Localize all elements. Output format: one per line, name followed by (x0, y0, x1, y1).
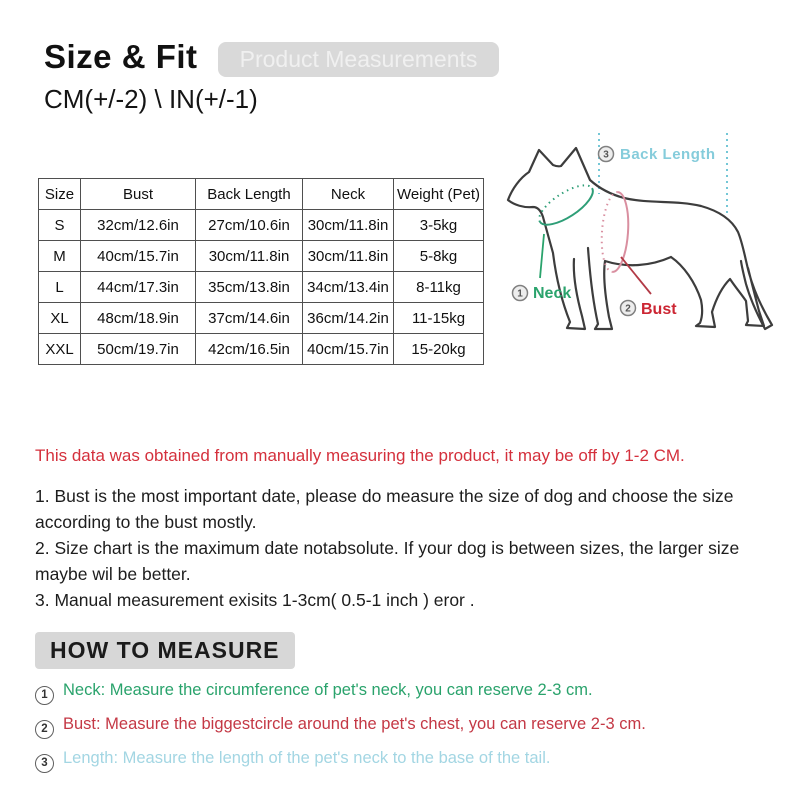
note-3: 3. Manual measurement exisits 1-3cm( 0.5-1 inch ) eror . (35, 590, 475, 610)
cell-weight: 3-5kg (394, 210, 484, 241)
cell-neck: 34cm/13.4in (303, 272, 394, 303)
cell-neck: 40cm/15.7in (303, 334, 394, 365)
cell-bust: 50cm/19.7in (81, 334, 196, 365)
cell-neck: 30cm/11.8in (303, 241, 394, 272)
instruction-neck-number: 1 (35, 686, 54, 705)
cell-weight: 5-8kg (394, 241, 484, 272)
back-length-text: Back Length (620, 146, 716, 163)
cell-back: 30cm/11.8in (196, 241, 303, 272)
note-2: 2. Size chart is the maximum date notabsolute. If your dog is between sizes, the larger size maybe wil be better. (35, 538, 740, 584)
table-row (39, 303, 484, 334)
instruction-bust-text: Bust: Measure the biggestcircle around the pet's chest, you can reserve 2-3 cm. (63, 715, 646, 733)
neck-text: Neck (533, 285, 572, 302)
col-header-size: Size (39, 179, 81, 210)
cell-size: L (39, 272, 81, 303)
neck-pointer-line (540, 234, 544, 278)
cell-weight: 11-15kg (394, 303, 484, 334)
cell-back: 37cm/14.6in (196, 303, 303, 334)
cell-back: 42cm/16.5in (196, 334, 303, 365)
cell-size: XL (39, 303, 81, 334)
cell-bust: 48cm/18.9in (81, 303, 196, 334)
notes-list (35, 483, 749, 613)
cell-weight: 8-11kg (394, 272, 484, 303)
page-title: Size & Fit (44, 38, 198, 75)
col-header-neck: Neck (303, 179, 394, 210)
cell-size: S (39, 210, 81, 241)
instruction-length-text: Length: Measure the length of the pet's neck to the base of the tail. (63, 749, 551, 767)
cell-back: 35cm/13.8in (196, 272, 303, 303)
neck-number: 1 (517, 288, 523, 300)
instruction-neck (35, 681, 593, 705)
cell-bust: 40cm/15.7in (81, 241, 196, 272)
cell-bust: 44cm/17.3in (81, 272, 196, 303)
cell-size: M (39, 241, 81, 272)
cell-neck: 36cm/14.2in (303, 303, 394, 334)
product-measurements-badge: Product Measurements (218, 42, 499, 77)
cell-back: 27cm/10.6in (196, 210, 303, 241)
instruction-length-number: 3 (35, 754, 54, 773)
bust-text: Bust (641, 301, 677, 318)
table-row (39, 334, 484, 365)
instruction-bust (35, 715, 646, 739)
bust-ellipse (599, 191, 631, 273)
bust-number: 2 (625, 303, 631, 315)
instruction-length (35, 749, 550, 773)
back-length-number: 3 (603, 149, 609, 161)
col-header-weight: Weight (Pet) (394, 179, 484, 210)
cell-weight: 15-20kg (394, 334, 484, 365)
cell-bust: 32cm/12.6in (81, 210, 196, 241)
how-to-measure-heading: HOW TO MEASURE (35, 632, 295, 669)
col-header-back: Back Length (196, 179, 303, 210)
table-row (39, 210, 484, 241)
note-1: 1. Bust is the most important date, please do measure the size of dog and choose the size according to the bust mostly. (35, 486, 734, 532)
cell-size: XXL (39, 334, 81, 365)
table-header-row (39, 179, 484, 210)
neck-ellipse (533, 178, 598, 232)
bust-label (621, 301, 678, 319)
units-subtitle: CM(+/-2) \ IN(+/-1) (44, 84, 258, 114)
table-row (39, 241, 484, 272)
dog-measurement-diagram (500, 130, 800, 380)
neck-label (513, 285, 572, 302)
instruction-neck-text: Neck: Measure the circumference of pet's neck, you can reserve 2-3 cm. (63, 681, 593, 699)
instruction-bust-number: 2 (35, 720, 54, 739)
size-chart-table (38, 178, 484, 365)
cell-neck: 30cm/11.8in (303, 210, 394, 241)
back-length-label (599, 146, 716, 163)
table-row (39, 272, 484, 303)
col-header-bust: Bust (81, 179, 196, 210)
measurement-warning: This data was obtained from manually measuring the product, it may be off by 1-2 CM. (35, 446, 685, 465)
bust-pointer-line (621, 257, 651, 294)
